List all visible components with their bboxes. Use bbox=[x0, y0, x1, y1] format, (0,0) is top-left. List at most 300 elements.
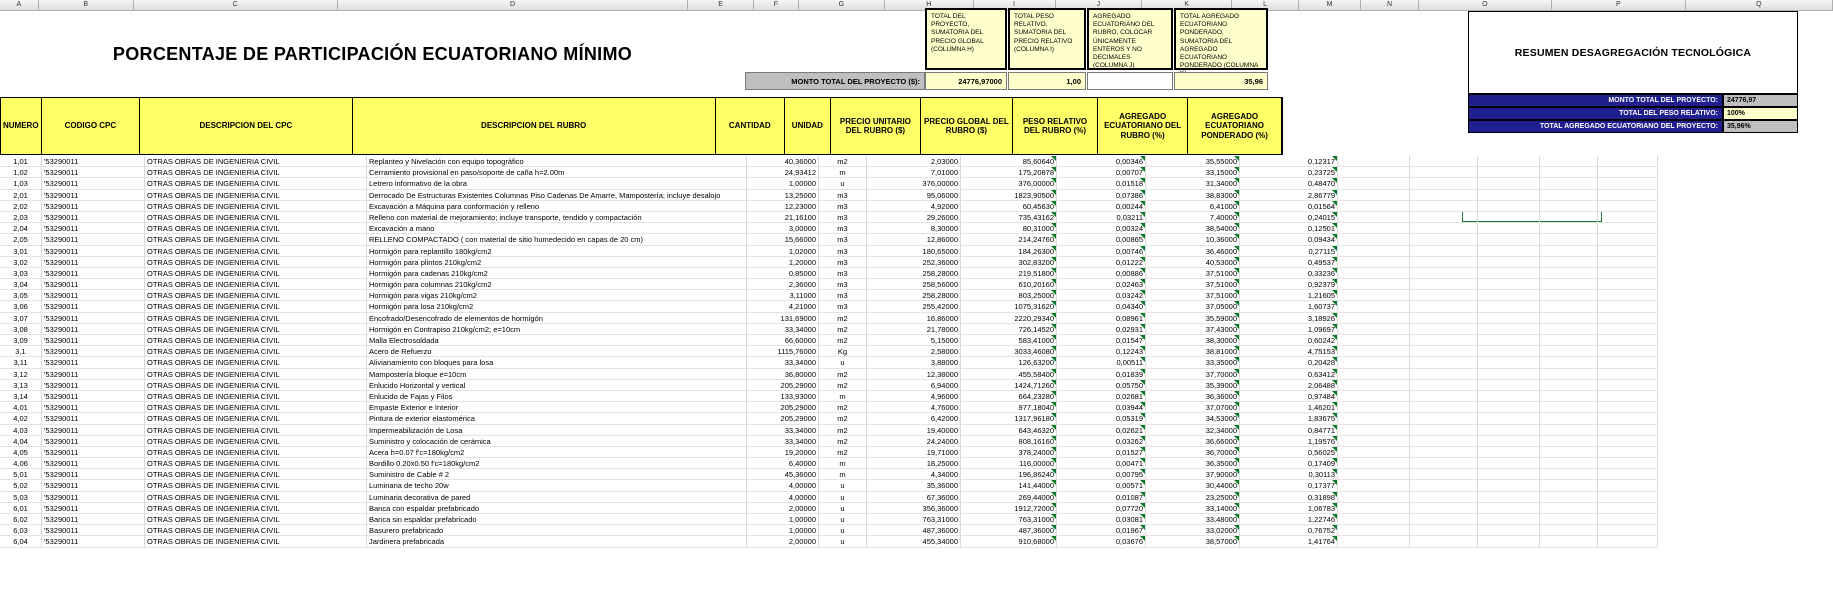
cell-empty[interactable] bbox=[1478, 290, 1540, 301]
cell-desc-cpc[interactable]: OTRAS OBRAS DE INGENIERIA CIVIL bbox=[145, 234, 367, 245]
cell-numero[interactable]: 2,03 bbox=[0, 212, 42, 223]
column-header-O[interactable]: O bbox=[1419, 0, 1553, 10]
cell-precio-unitario[interactable]: 763,31000 bbox=[867, 514, 961, 525]
cell-peso-relativo[interactable]: 0,00795 bbox=[1057, 469, 1146, 480]
cell-unidad[interactable]: m2 bbox=[819, 425, 867, 436]
cell-cantidad[interactable]: 33,34000 bbox=[747, 357, 819, 368]
table-row[interactable] bbox=[0, 447, 1833, 458]
cell-precio-unitario[interactable]: 8,30000 bbox=[867, 223, 961, 234]
cell-desc-cpc[interactable]: OTRAS OBRAS DE INGENIERIA CIVIL bbox=[145, 380, 367, 391]
cell-empty[interactable] bbox=[1540, 425, 1598, 436]
cell-agregado-ponderado[interactable]: 0,12317 bbox=[1240, 156, 1338, 167]
cell-agregado-ponderado[interactable]: 0,27115 bbox=[1240, 246, 1338, 257]
cell-empty[interactable] bbox=[1478, 469, 1540, 480]
cell-empty[interactable] bbox=[1540, 290, 1598, 301]
cell-empty[interactable] bbox=[1478, 201, 1540, 212]
cell-empty[interactable] bbox=[1598, 391, 1658, 402]
cell-agregado-ponderado[interactable]: 0,48470 bbox=[1240, 178, 1338, 189]
cell-empty[interactable] bbox=[1338, 234, 1410, 245]
cell-cantidad[interactable]: 2,00000 bbox=[747, 503, 819, 514]
cell-empty[interactable] bbox=[1410, 413, 1478, 424]
table-row[interactable] bbox=[0, 346, 1833, 357]
table-row[interactable] bbox=[0, 223, 1833, 234]
cell-cantidad[interactable]: 205,29000 bbox=[747, 413, 819, 424]
cell-codigo-cpc[interactable]: '53290011 bbox=[42, 458, 145, 469]
cell-precio-unitario[interactable]: 29,26000 bbox=[867, 212, 961, 223]
column-header-Q[interactable]: Q bbox=[1686, 0, 1833, 10]
cell-desc-rubro[interactable]: Jardinera prefabricada bbox=[367, 536, 747, 547]
cell-peso-relativo[interactable]: 0,00244 bbox=[1057, 201, 1146, 212]
cell-agregado-ponderado[interactable]: 1,09697 bbox=[1240, 324, 1338, 335]
cell-agregado-ponderado[interactable]: 0,49537 bbox=[1240, 257, 1338, 268]
cell-empty[interactable] bbox=[1410, 402, 1478, 413]
cell-empty[interactable] bbox=[1338, 257, 1410, 268]
cell-empty[interactable] bbox=[1540, 536, 1598, 547]
cell-desc-rubro[interactable]: Enlucido Horizontal y vertical bbox=[367, 380, 747, 391]
cell-desc-rubro[interactable]: Pintura de exterior elastomérica bbox=[367, 413, 747, 424]
table-row[interactable] bbox=[0, 536, 1833, 547]
cell-cantidad[interactable]: 21,16100 bbox=[747, 212, 819, 223]
cell-agregado-ponderado[interactable]: 0,56025 bbox=[1240, 447, 1338, 458]
cell-cantidad[interactable]: 15,66000 bbox=[747, 234, 819, 245]
cell-agregado-rubro[interactable]: 23,25000 bbox=[1146, 492, 1240, 503]
cell-precio-unitario[interactable]: 4,96000 bbox=[867, 391, 961, 402]
table-row[interactable] bbox=[0, 469, 1833, 480]
cell-desc-rubro[interactable]: Luminaria decorativa de pared bbox=[367, 492, 747, 503]
cell-precio-global[interactable]: 803,25000 bbox=[961, 290, 1057, 301]
cell-unidad[interactable]: m bbox=[819, 458, 867, 469]
cell-agregado-ponderado[interactable]: 2,86779 bbox=[1240, 190, 1338, 201]
cell-peso-relativo[interactable]: 0,00471 bbox=[1057, 458, 1146, 469]
cell-precio-unitario[interactable]: 6,42000 bbox=[867, 413, 961, 424]
cell-desc-cpc[interactable]: OTRAS OBRAS DE INGENIERIA CIVIL bbox=[145, 436, 367, 447]
cell-peso-relativo[interactable]: 0,01839 bbox=[1057, 369, 1146, 380]
cell-desc-cpc[interactable]: OTRAS OBRAS DE INGENIERIA CIVIL bbox=[145, 514, 367, 525]
table-row[interactable] bbox=[0, 503, 1833, 514]
cell-unidad[interactable]: m2 bbox=[819, 402, 867, 413]
cell-desc-cpc[interactable]: OTRAS OBRAS DE INGENIERIA CIVIL bbox=[145, 201, 367, 212]
cell-empty[interactable] bbox=[1598, 413, 1658, 424]
cell-cantidad[interactable]: 3,11000 bbox=[747, 290, 819, 301]
cell-empty[interactable] bbox=[1410, 503, 1478, 514]
cell-precio-global[interactable]: 1075,31620 bbox=[961, 301, 1057, 312]
cell-desc-cpc[interactable]: OTRAS OBRAS DE INGENIERIA CIVIL bbox=[145, 324, 367, 335]
cell-precio-global[interactable]: 196,86240 bbox=[961, 469, 1057, 480]
cell-agregado-ponderado[interactable]: 0,17377 bbox=[1240, 480, 1338, 491]
cell-agregado-ponderado[interactable]: 1,06783 bbox=[1240, 503, 1338, 514]
cell-empty[interactable] bbox=[1478, 156, 1540, 167]
cell-empty[interactable] bbox=[1540, 458, 1598, 469]
cell-empty[interactable] bbox=[1338, 201, 1410, 212]
cell-precio-global[interactable]: 269,44000 bbox=[961, 492, 1057, 503]
cell-agregado-ponderado[interactable]: 0,31898 bbox=[1240, 492, 1338, 503]
cell-empty[interactable] bbox=[1338, 335, 1410, 346]
cell-empty[interactable] bbox=[1540, 313, 1598, 324]
cell-desc-rubro[interactable]: Excavación a mano bbox=[367, 223, 747, 234]
cell-precio-global[interactable]: 1823,90500 bbox=[961, 190, 1057, 201]
cell-precio-unitario[interactable]: 19,40000 bbox=[867, 425, 961, 436]
cell-agregado-rubro[interactable]: 37,43000 bbox=[1146, 324, 1240, 335]
cell-desc-rubro[interactable]: Suministro y colocación de cerámica bbox=[367, 436, 747, 447]
cell-empty[interactable] bbox=[1478, 313, 1540, 324]
cell-empty[interactable] bbox=[1598, 357, 1658, 368]
cell-empty[interactable] bbox=[1598, 190, 1658, 201]
cell-peso-relativo[interactable]: 0,05319 bbox=[1057, 413, 1146, 424]
table-row[interactable] bbox=[0, 201, 1833, 212]
cell-cantidad[interactable]: 205,29000 bbox=[747, 380, 819, 391]
cell-cantidad[interactable]: 12,23000 bbox=[747, 201, 819, 212]
cell-empty[interactable] bbox=[1410, 223, 1478, 234]
cell-codigo-cpc[interactable]: '53290011 bbox=[42, 436, 145, 447]
cell-numero[interactable]: 3,07 bbox=[0, 313, 42, 324]
cell-empty[interactable] bbox=[1338, 369, 1410, 380]
cell-empty[interactable] bbox=[1598, 458, 1658, 469]
column-header-P[interactable]: P bbox=[1552, 0, 1686, 10]
table-row[interactable] bbox=[0, 301, 1833, 312]
cell-precio-unitario[interactable]: 4,92000 bbox=[867, 201, 961, 212]
cell-precio-global[interactable]: 735,43162 bbox=[961, 212, 1057, 223]
cell-precio-global[interactable]: 175,20878 bbox=[961, 167, 1057, 178]
cell-precio-unitario[interactable]: 35,36000 bbox=[867, 480, 961, 491]
cell-empty[interactable] bbox=[1598, 257, 1658, 268]
cell-empty[interactable] bbox=[1598, 447, 1658, 458]
cell-cantidad[interactable]: 1,00000 bbox=[747, 178, 819, 189]
cell-codigo-cpc[interactable]: '53290011 bbox=[42, 492, 145, 503]
cell-precio-global[interactable]: 808,16160 bbox=[961, 436, 1057, 447]
cell-desc-rubro[interactable]: Hormigón para columnas 210kg/cm2 bbox=[367, 279, 747, 290]
cell-peso-relativo[interactable]: 0,00707 bbox=[1057, 167, 1146, 178]
cell-desc-rubro[interactable]: Luminaria de techo 20w bbox=[367, 480, 747, 491]
column-header-N[interactable]: N bbox=[1361, 0, 1418, 10]
cell-precio-global[interactable]: 643,46320 bbox=[961, 425, 1057, 436]
table-row[interactable] bbox=[0, 234, 1833, 245]
cell-unidad[interactable]: u bbox=[819, 514, 867, 525]
cell-empty[interactable] bbox=[1338, 391, 1410, 402]
table-row[interactable] bbox=[0, 167, 1833, 178]
cell-empty[interactable] bbox=[1478, 391, 1540, 402]
cell-numero[interactable]: 3,02 bbox=[0, 257, 42, 268]
cell-empty[interactable] bbox=[1410, 268, 1478, 279]
table-row[interactable] bbox=[0, 357, 1833, 368]
cell-precio-global[interactable]: 376,00000 bbox=[961, 178, 1057, 189]
cell-codigo-cpc[interactable]: '53290011 bbox=[42, 480, 145, 491]
cell-desc-rubro[interactable]: Hormigón para plintos 210kg/cm2 bbox=[367, 257, 747, 268]
cell-numero[interactable]: 3,13 bbox=[0, 380, 42, 391]
cell-empty[interactable] bbox=[1540, 190, 1598, 201]
cell-cantidad[interactable]: 13,25000 bbox=[747, 190, 819, 201]
cell-empty[interactable] bbox=[1478, 234, 1540, 245]
cell-peso-relativo[interactable]: 0,02621 bbox=[1057, 425, 1146, 436]
cell-peso-relativo[interactable]: 0,02681 bbox=[1057, 391, 1146, 402]
cell-desc-cpc[interactable]: OTRAS OBRAS DE INGENIERIA CIVIL bbox=[145, 223, 367, 234]
table-row[interactable] bbox=[0, 268, 1833, 279]
cell-desc-cpc[interactable]: OTRAS OBRAS DE INGENIERIA CIVIL bbox=[145, 301, 367, 312]
cell-numero[interactable]: 5,03 bbox=[0, 492, 42, 503]
cell-numero[interactable]: 3,14 bbox=[0, 391, 42, 402]
cell-desc-cpc[interactable]: OTRAS OBRAS DE INGENIERIA CIVIL bbox=[145, 391, 367, 402]
cell-desc-rubro[interactable]: Malla Electrosoldada bbox=[367, 335, 747, 346]
cell-empty[interactable] bbox=[1540, 503, 1598, 514]
cell-desc-cpc[interactable]: OTRAS OBRAS DE INGENIERIA CIVIL bbox=[145, 480, 367, 491]
cell-codigo-cpc[interactable]: '53290011 bbox=[42, 301, 145, 312]
column-header-D[interactable]: D bbox=[338, 0, 688, 10]
cell-precio-unitario[interactable]: 376,00000 bbox=[867, 178, 961, 189]
cell-cantidad[interactable]: 131,69000 bbox=[747, 313, 819, 324]
cell-peso-relativo[interactable]: 0,01222 bbox=[1057, 257, 1146, 268]
cell-empty[interactable] bbox=[1478, 246, 1540, 257]
cell-agregado-ponderado[interactable]: 0,76752 bbox=[1240, 525, 1338, 536]
cell-agregado-rubro[interactable]: 38,81000 bbox=[1146, 346, 1240, 357]
cell-empty[interactable] bbox=[1410, 525, 1478, 536]
cell-desc-rubro[interactable]: Acero de Refuerzo bbox=[367, 346, 747, 357]
cell-peso-relativo[interactable]: 0,03944 bbox=[1057, 402, 1146, 413]
cell-empty[interactable] bbox=[1410, 346, 1478, 357]
cell-empty[interactable] bbox=[1598, 313, 1658, 324]
cell-cantidad[interactable]: 1,00000 bbox=[747, 514, 819, 525]
cell-desc-rubro[interactable]: Banca con espaldar prefabricado bbox=[367, 503, 747, 514]
cell-numero[interactable]: 6,03 bbox=[0, 525, 42, 536]
cell-empty[interactable] bbox=[1338, 178, 1410, 189]
column-header-M[interactable]: M bbox=[1299, 0, 1362, 10]
cell-desc-rubro[interactable]: Enlucido de Fajas y Filos bbox=[367, 391, 747, 402]
cell-codigo-cpc[interactable]: '53290011 bbox=[42, 167, 145, 178]
cell-agregado-ponderado[interactable]: 1,21605 bbox=[1240, 290, 1338, 301]
cell-desc-rubro[interactable]: Empaste Exterior e Interior bbox=[367, 402, 747, 413]
cell-desc-rubro[interactable]: Hormigón para cadenas 210kg/cm2 bbox=[367, 268, 747, 279]
cell-precio-global[interactable]: 726,14520 bbox=[961, 324, 1057, 335]
table-row[interactable] bbox=[0, 480, 1833, 491]
column-header-G[interactable]: G bbox=[799, 0, 886, 10]
table-row[interactable] bbox=[0, 279, 1833, 290]
cell-agregado-rubro[interactable]: 36,46000 bbox=[1146, 246, 1240, 257]
cell-cantidad[interactable]: 36,80000 bbox=[747, 369, 819, 380]
cell-empty[interactable] bbox=[1478, 503, 1540, 514]
cell-empty[interactable] bbox=[1478, 447, 1540, 458]
cell-agregado-rubro[interactable]: 36,70000 bbox=[1146, 447, 1240, 458]
cell-numero[interactable]: 2,05 bbox=[0, 234, 42, 245]
cell-precio-unitario[interactable]: 2,58000 bbox=[867, 346, 961, 357]
cell-numero[interactable]: 5,01 bbox=[0, 469, 42, 480]
cell-empty[interactable] bbox=[1478, 335, 1540, 346]
cell-agregado-rubro[interactable]: 33,02000 bbox=[1146, 525, 1240, 536]
cell-empty[interactable] bbox=[1598, 279, 1658, 290]
column-header-E[interactable]: E bbox=[688, 0, 754, 10]
cell-agregado-rubro[interactable]: 38,83000 bbox=[1146, 190, 1240, 201]
cell-empty[interactable] bbox=[1410, 536, 1478, 547]
cell-numero[interactable]: 3,12 bbox=[0, 369, 42, 380]
cell-empty[interactable] bbox=[1338, 503, 1410, 514]
cell-cantidad[interactable]: 33,34000 bbox=[747, 425, 819, 436]
cell-empty[interactable] bbox=[1598, 178, 1658, 189]
cell-empty[interactable] bbox=[1598, 436, 1658, 447]
cell-desc-cpc[interactable]: OTRAS OBRAS DE INGENIERIA CIVIL bbox=[145, 167, 367, 178]
cell-empty[interactable] bbox=[1338, 313, 1410, 324]
cell-unidad[interactable]: m2 bbox=[819, 436, 867, 447]
cell-desc-cpc[interactable]: OTRAS OBRAS DE INGENIERIA CIVIL bbox=[145, 335, 367, 346]
cell-peso-relativo[interactable]: 0,01087 bbox=[1057, 492, 1146, 503]
cell-codigo-cpc[interactable]: '53290011 bbox=[42, 223, 145, 234]
cell-precio-global[interactable]: 487,36000 bbox=[961, 525, 1057, 536]
cell-agregado-rubro[interactable]: 33,35000 bbox=[1146, 357, 1240, 368]
cell-codigo-cpc[interactable]: '53290011 bbox=[42, 279, 145, 290]
cell-precio-unitario[interactable]: 4,76000 bbox=[867, 402, 961, 413]
cell-unidad[interactable]: m2 bbox=[819, 313, 867, 324]
cell-cantidad[interactable]: 3,00000 bbox=[747, 223, 819, 234]
cell-desc-rubro[interactable]: Basurero prefabricado bbox=[367, 525, 747, 536]
cell-cantidad[interactable]: 40,36000 bbox=[747, 156, 819, 167]
cell-desc-cpc[interactable]: OTRAS OBRAS DE INGENIERIA CIVIL bbox=[145, 447, 367, 458]
cell-empty[interactable] bbox=[1338, 223, 1410, 234]
table-row[interactable] bbox=[0, 290, 1833, 301]
cell-precio-unitario[interactable]: 21,78000 bbox=[867, 324, 961, 335]
cell-empty[interactable] bbox=[1540, 525, 1598, 536]
cell-agregado-ponderado[interactable]: 4,75153 bbox=[1240, 346, 1338, 357]
cell-empty[interactable] bbox=[1540, 469, 1598, 480]
cell-empty[interactable] bbox=[1540, 234, 1598, 245]
cell-codigo-cpc[interactable]: '53290011 bbox=[42, 212, 145, 223]
cell-numero[interactable]: 4,02 bbox=[0, 413, 42, 424]
cell-cantidad[interactable]: 33,34000 bbox=[747, 324, 819, 335]
cell-agregado-rubro[interactable]: 36,35000 bbox=[1146, 458, 1240, 469]
cell-cantidad[interactable]: 33,34000 bbox=[747, 436, 819, 447]
cell-unidad[interactable]: m2 bbox=[819, 369, 867, 380]
cell-precio-unitario[interactable]: 180,65000 bbox=[867, 246, 961, 257]
cell-cantidad[interactable]: 1115,76000 bbox=[747, 346, 819, 357]
cell-agregado-ponderado[interactable]: 0,30113 bbox=[1240, 469, 1338, 480]
cell-agregado-rubro[interactable]: 38,30000 bbox=[1146, 335, 1240, 346]
cell-empty[interactable] bbox=[1410, 257, 1478, 268]
cell-agregado-rubro[interactable]: 37,70000 bbox=[1146, 369, 1240, 380]
cell-empty[interactable] bbox=[1598, 324, 1658, 335]
cell-desc-cpc[interactable]: OTRAS OBRAS DE INGENIERIA CIVIL bbox=[145, 268, 367, 279]
cell-empty[interactable] bbox=[1598, 380, 1658, 391]
cell-precio-global[interactable]: 219,51800 bbox=[961, 268, 1057, 279]
cell-unidad[interactable]: u bbox=[819, 503, 867, 514]
cell-unidad[interactable]: m bbox=[819, 167, 867, 178]
cell-peso-relativo[interactable]: 0,07720 bbox=[1057, 503, 1146, 514]
cell-desc-cpc[interactable]: OTRAS OBRAS DE INGENIERIA CIVIL bbox=[145, 257, 367, 268]
cell-unidad[interactable]: m3 bbox=[819, 290, 867, 301]
cell-numero[interactable]: 3,01 bbox=[0, 246, 42, 257]
cell-cantidad[interactable]: 24,93412 bbox=[747, 167, 819, 178]
cell-agregado-ponderado[interactable]: 0,33236 bbox=[1240, 268, 1338, 279]
table-row[interactable] bbox=[0, 156, 1833, 167]
cell-codigo-cpc[interactable]: '53290011 bbox=[42, 536, 145, 547]
cell-peso-relativo[interactable]: 0,03242 bbox=[1057, 290, 1146, 301]
cell-empty[interactable] bbox=[1540, 346, 1598, 357]
cell-empty[interactable] bbox=[1598, 514, 1658, 525]
cell-empty[interactable] bbox=[1410, 447, 1478, 458]
cell-unidad[interactable]: u bbox=[819, 357, 867, 368]
cell-empty[interactable] bbox=[1410, 290, 1478, 301]
cell-desc-rubro[interactable]: Excavación a Máquina para conformación y relleno bbox=[367, 201, 747, 212]
table-row[interactable] bbox=[0, 514, 1833, 525]
cell-desc-rubro[interactable]: Letrero informativo de la obra bbox=[367, 178, 747, 189]
cell-agregado-rubro[interactable]: 37,51000 bbox=[1146, 268, 1240, 279]
column-header-H[interactable]: H bbox=[885, 0, 973, 10]
cell-empty[interactable] bbox=[1540, 413, 1598, 424]
cell-empty[interactable] bbox=[1338, 425, 1410, 436]
cell-unidad[interactable]: m2 bbox=[819, 447, 867, 458]
cell-empty[interactable] bbox=[1540, 436, 1598, 447]
cell-peso-relativo[interactable]: 0,03676 bbox=[1057, 536, 1146, 547]
cell-empty[interactable] bbox=[1410, 514, 1478, 525]
cell-empty[interactable] bbox=[1478, 536, 1540, 547]
cell-unidad[interactable]: m3 bbox=[819, 301, 867, 312]
cell-empty[interactable] bbox=[1478, 212, 1540, 223]
cell-numero[interactable]: 2,02 bbox=[0, 201, 42, 212]
cell-agregado-ponderado[interactable]: 1,19576 bbox=[1240, 436, 1338, 447]
cell-precio-global[interactable]: 60,45630 bbox=[961, 201, 1057, 212]
cell-unidad[interactable]: Kg bbox=[819, 346, 867, 357]
cell-precio-unitario[interactable]: 95,06000 bbox=[867, 190, 961, 201]
cell-empty[interactable] bbox=[1598, 425, 1658, 436]
table-row[interactable] bbox=[0, 246, 1833, 257]
cell-numero[interactable]: 3,05 bbox=[0, 290, 42, 301]
cell-numero[interactable]: 3,11 bbox=[0, 357, 42, 368]
cell-empty[interactable] bbox=[1338, 190, 1410, 201]
cell-numero[interactable]: 2,01 bbox=[0, 190, 42, 201]
cell-empty[interactable] bbox=[1338, 480, 1410, 491]
cell-desc-cpc[interactable]: OTRAS OBRAS DE INGENIERIA CIVIL bbox=[145, 469, 367, 480]
cell-codigo-cpc[interactable]: '53290011 bbox=[42, 156, 145, 167]
cell-peso-relativo[interactable]: 0,02463 bbox=[1057, 279, 1146, 290]
column-header-K[interactable]: K bbox=[1142, 0, 1232, 10]
table-row[interactable] bbox=[0, 212, 1833, 223]
cell-cantidad[interactable]: 4,21000 bbox=[747, 301, 819, 312]
cell-empty[interactable] bbox=[1598, 536, 1658, 547]
cell-empty[interactable] bbox=[1410, 480, 1478, 491]
cell-peso-relativo[interactable]: 0,00324 bbox=[1057, 223, 1146, 234]
cell-numero[interactable]: 6,02 bbox=[0, 514, 42, 525]
table-row[interactable] bbox=[0, 178, 1833, 189]
cell-empty[interactable] bbox=[1338, 167, 1410, 178]
cell-precio-global[interactable]: 116,00000 bbox=[961, 458, 1057, 469]
cell-precio-unitario[interactable]: 4,34000 bbox=[867, 469, 961, 480]
cell-empty[interactable] bbox=[1338, 514, 1410, 525]
cell-precio-global[interactable]: 763,31000 bbox=[961, 514, 1057, 525]
table-row[interactable] bbox=[0, 413, 1833, 424]
table-row[interactable] bbox=[0, 369, 1833, 380]
cell-unidad[interactable]: m2 bbox=[819, 156, 867, 167]
cell-empty[interactable] bbox=[1540, 279, 1598, 290]
cell-desc-rubro[interactable]: Hormigón para replantillo 180kg/cm2 bbox=[367, 246, 747, 257]
cell-peso-relativo[interactable]: 0,01547 bbox=[1057, 335, 1146, 346]
cell-empty[interactable] bbox=[1338, 492, 1410, 503]
cell-empty[interactable] bbox=[1540, 201, 1598, 212]
cell-empty[interactable] bbox=[1540, 391, 1598, 402]
cell-empty[interactable] bbox=[1540, 223, 1598, 234]
cell-codigo-cpc[interactable]: '53290011 bbox=[42, 290, 145, 301]
cell-precio-global[interactable]: 214,24760 bbox=[961, 234, 1057, 245]
cell-desc-rubro[interactable]: Hormigón para losa 210kg/cm2 bbox=[367, 301, 747, 312]
cell-cantidad[interactable]: 4,00000 bbox=[747, 480, 819, 491]
cell-unidad[interactable]: m3 bbox=[819, 201, 867, 212]
cell-agregado-rubro[interactable]: 32,34000 bbox=[1146, 425, 1240, 436]
cell-desc-rubro[interactable]: Derrocado De Estructuras Existentes Columnas Piso Cadenas De Amarre, Mampostería; incluye desalojo bbox=[367, 190, 747, 201]
cell-cantidad[interactable]: 1,02000 bbox=[747, 246, 819, 257]
cell-empty[interactable] bbox=[1338, 536, 1410, 547]
cell-empty[interactable] bbox=[1338, 156, 1410, 167]
cell-empty[interactable] bbox=[1540, 178, 1598, 189]
cell-empty[interactable] bbox=[1478, 369, 1540, 380]
cell-empty[interactable] bbox=[1598, 201, 1658, 212]
cell-precio-unitario[interactable]: 24,24000 bbox=[867, 436, 961, 447]
cell-empty[interactable] bbox=[1478, 346, 1540, 357]
cell-empty[interactable] bbox=[1540, 268, 1598, 279]
cell-agregado-ponderado[interactable]: 1,83675 bbox=[1240, 413, 1338, 424]
column-header-F[interactable]: F bbox=[754, 0, 798, 10]
